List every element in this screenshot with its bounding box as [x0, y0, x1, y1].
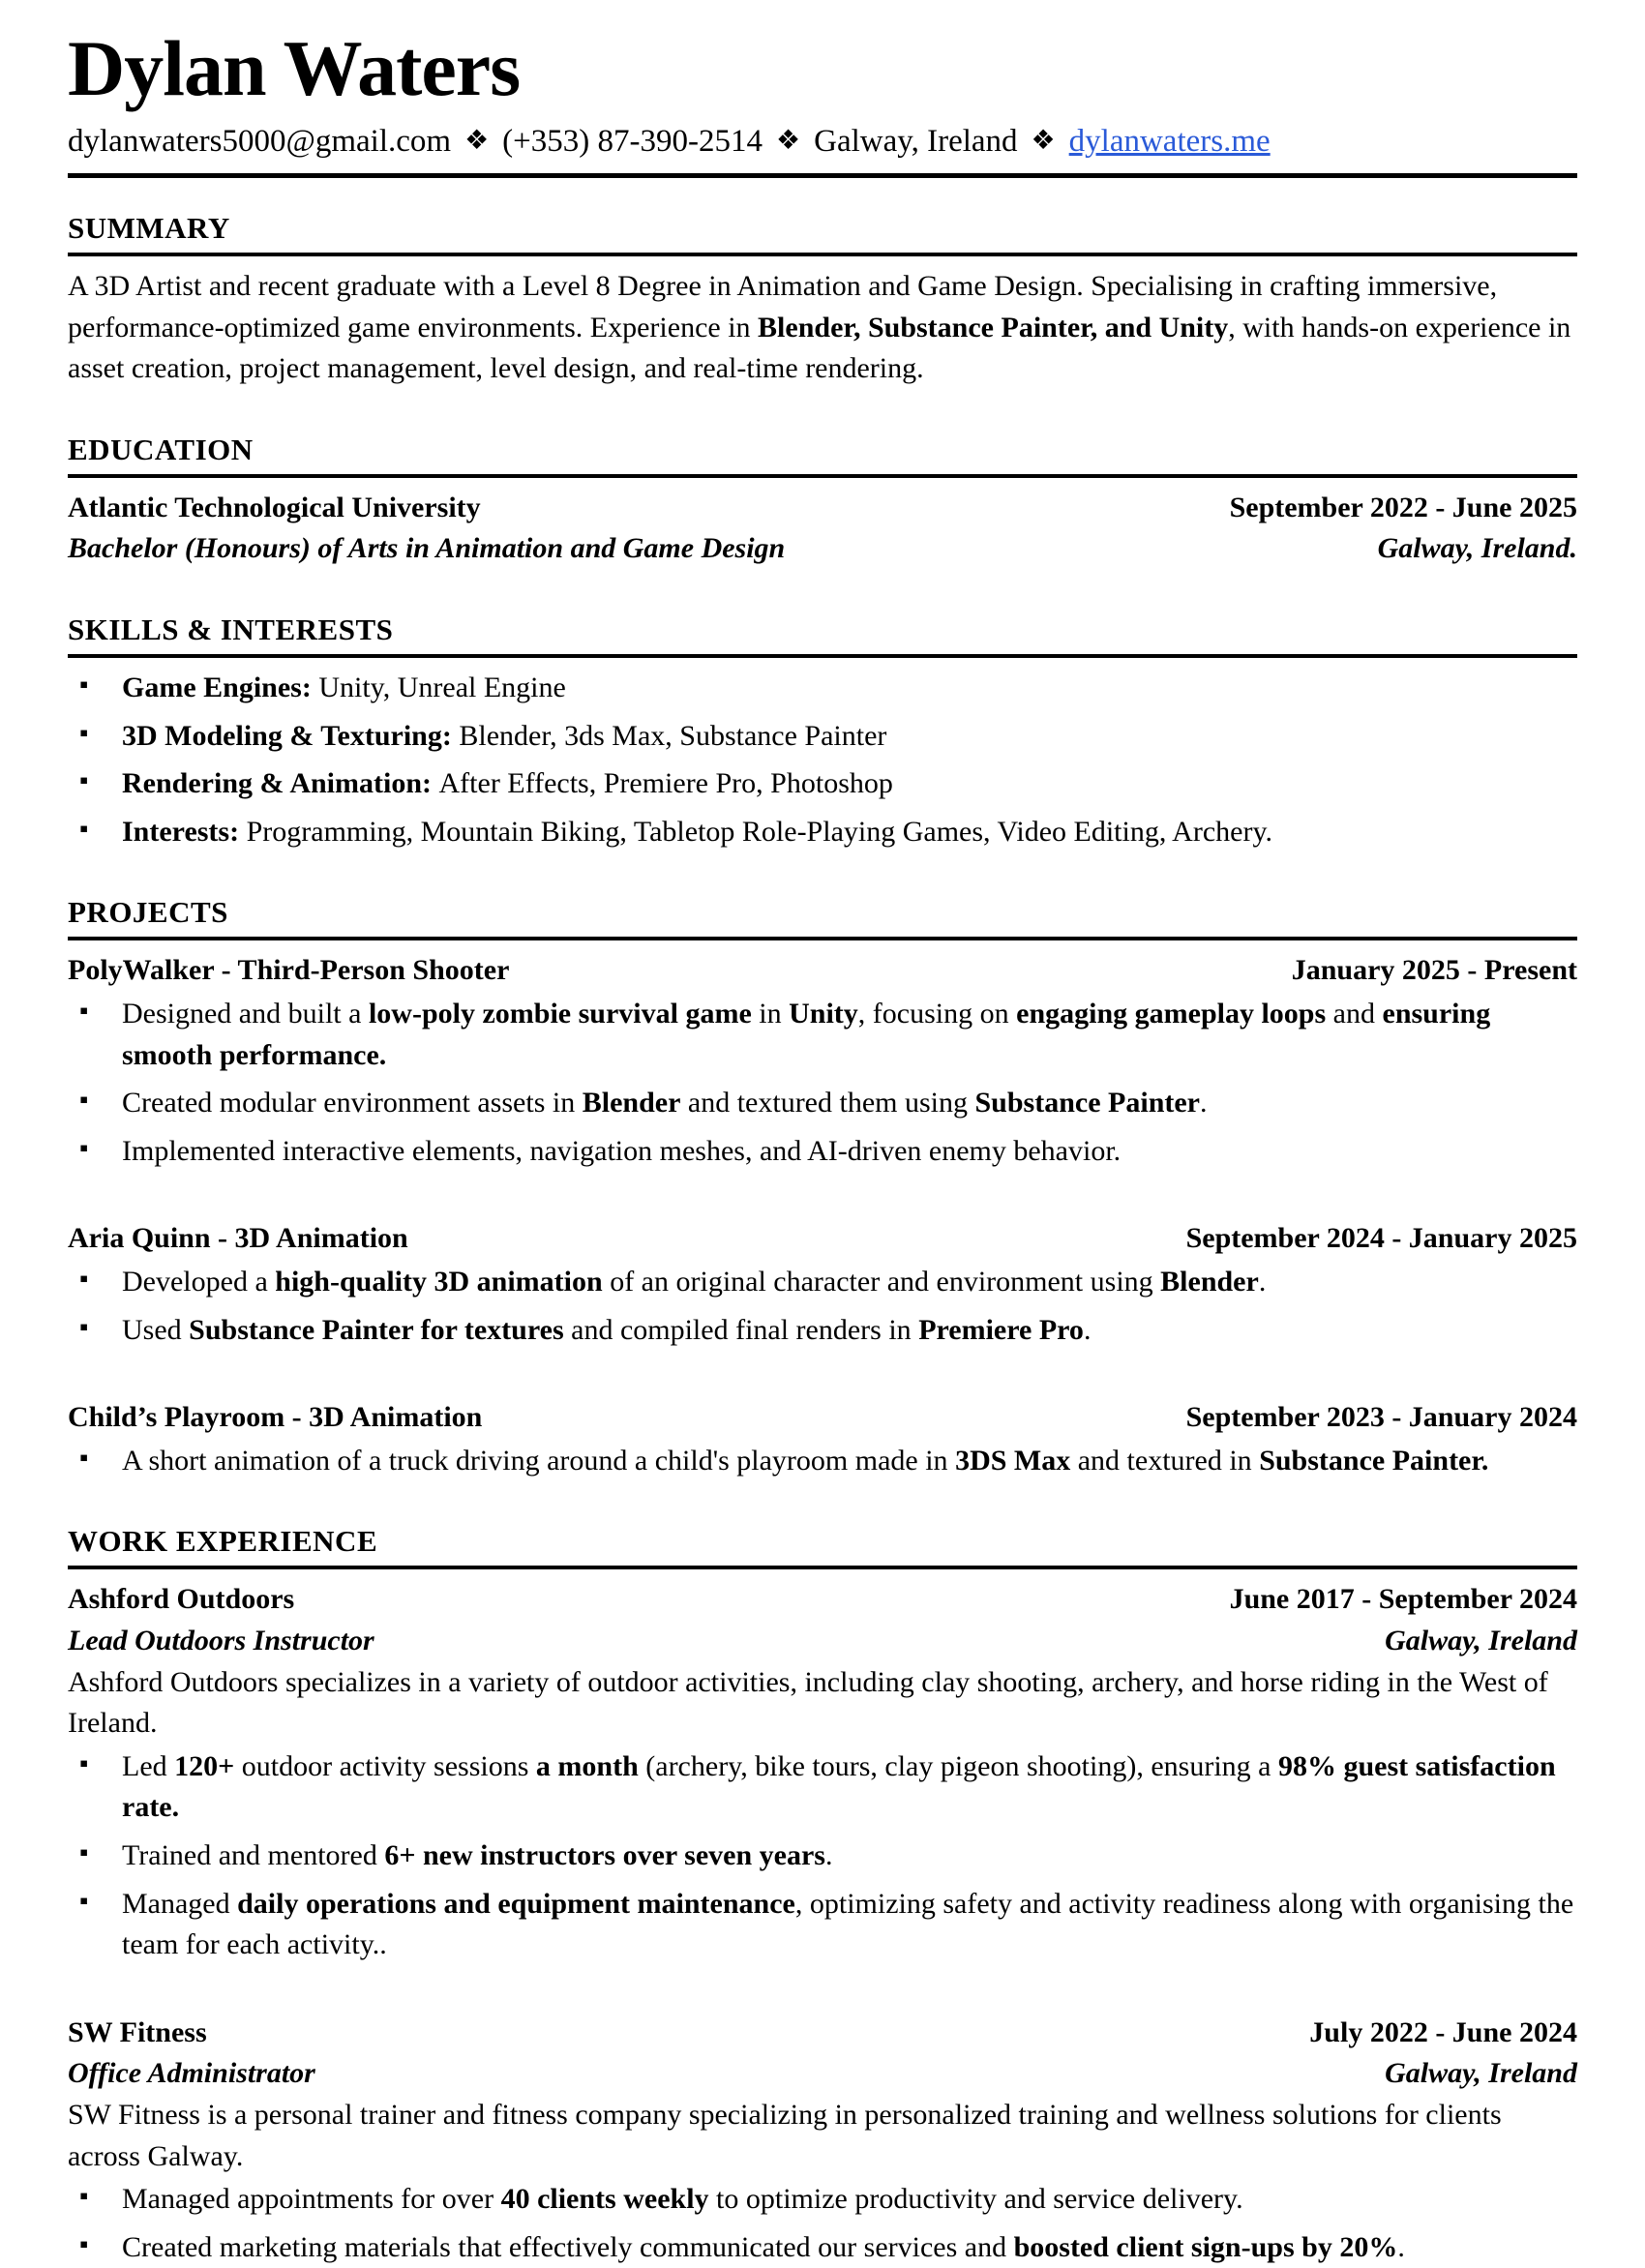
bullet-item: ▪ A short animation of a truck driving around a child's playroom made in 3DS Max and textured in Substance Painter.	[68, 1441, 1577, 1482]
role-title: Lead Outdoors Instructor	[68, 1624, 374, 1656]
diamond-separator-icon: ❖	[776, 126, 801, 157]
company-name: SW Fitness	[68, 2015, 207, 2048]
project-item	[68, 950, 1577, 1172]
bullet-item: ▪ Created modular environment assets in Blender and textured them using Substance Painter.	[68, 1083, 1577, 1124]
experience-bullets	[68, 1746, 1577, 1966]
degree-name: Bachelor (Honours) of Arts in Animation and Game Design	[68, 532, 786, 565]
section-skills	[68, 612, 1577, 852]
bullet-item: ▪ Trained and mentored 6+ new instructors over seven years.	[68, 1835, 1577, 1877]
skill-item: ▪ Game Engines: Unity, Unreal Engine	[68, 668, 1577, 709]
company-description: SW Fitness is a personal trainer and fitness company specializing in personalized training and wellness solutions for clients across Galway.	[68, 2098, 1502, 2172]
page-title: Dylan Waters	[68, 24, 521, 112]
education-dates: September 2022 - June 2025	[1229, 491, 1577, 523]
project-name: PolyWalker - Third-Person Shooter	[68, 954, 510, 987]
project-name: Child’s Playroom - 3D Animation	[68, 1401, 483, 1434]
company-description: Ashford Outdoors specializes in a variety of outdoor activities, including clay shooting, archery, and horse riding in the West of Ireland.	[68, 1665, 1548, 1740]
project-bullets	[68, 1441, 1577, 1482]
project-title-row	[68, 950, 1577, 992]
role-title: Office Administrator	[68, 2057, 315, 2090]
section-education	[68, 433, 1577, 570]
contact-line	[68, 124, 1577, 160]
website-link[interactable]: dylanwaters.me	[1068, 124, 1271, 160]
experience-location: Galway, Ireland	[1385, 1624, 1577, 1656]
company-row	[68, 1579, 1577, 1621]
bullet-item: ▪ Managed daily operations and equipment maintenance, optimizing safety and activity readiness along with organising the team for each activity..	[68, 1884, 1577, 1966]
school-name: Atlantic Technological University	[68, 491, 481, 523]
section-work-experience	[68, 1524, 1577, 2268]
company-name: Ashford Outdoors	[68, 1583, 295, 1616]
skills-list	[68, 668, 1577, 852]
location-text: Galway, Ireland	[814, 124, 1018, 160]
summary-section-title: SUMMARY	[68, 211, 1577, 256]
skill-item: ▪ 3D Modeling & Texturing: Blender, 3ds Max, Substance Painter	[68, 716, 1577, 758]
bullet-item: ▪ Designed and built a low-poly zombie survival game in Unity, focusing on engaging gameplay loops and ensuring smooth performance.	[68, 994, 1577, 1076]
education-school-row	[68, 488, 1577, 529]
section-projects	[68, 895, 1577, 1481]
experience-item	[68, 1579, 1577, 1965]
project-dates: September 2024 - January 2025	[1185, 1222, 1577, 1255]
skill-item: ▪ Interests: Programming, Mountain Biking, Tabletop Role-Playing Games, Video Editing, Archery.	[68, 812, 1577, 853]
projects-section-title: PROJECTS	[68, 895, 1577, 940]
education-section-title: EDUCATION	[68, 433, 1577, 478]
project-dates: September 2023 - January 2024	[1185, 1401, 1577, 1434]
diamond-separator-icon: ❖	[1031, 126, 1056, 157]
experience-item	[68, 2013, 1577, 2268]
bullet-item: ▪ Managed appointments for over 40 clients weekly to optimize productivity and service delivery.	[68, 2179, 1577, 2221]
skills-section-title: SKILLS & INTERESTS	[68, 612, 1577, 658]
bullet-item: ▪ Used Substance Painter for textures and compiled final renders in Premiere Pro.	[68, 1310, 1577, 1352]
project-dates: January 2025 - Present	[1291, 954, 1577, 987]
role-row	[68, 2053, 1577, 2095]
section-summary	[68, 211, 1577, 390]
experience-dates: June 2017 - September 2024	[1229, 1583, 1577, 1616]
email-text: dylanwaters5000@gmail.com	[68, 124, 452, 160]
project-name: Aria Quinn - 3D Animation	[68, 1222, 408, 1255]
role-row	[68, 1621, 1577, 1662]
company-row	[68, 2013, 1577, 2054]
bullet-item: ▪ Implemented interactive elements, navigation meshes, and AI-driven enemy behavior.	[68, 1131, 1577, 1173]
education-location: Galway, Ireland.	[1377, 532, 1577, 565]
project-item	[68, 1218, 1577, 1351]
project-bullets	[68, 1262, 1577, 1351]
bullet-item: ▪ Developed a high-quality 3D animation of an original character and environment using Blender.	[68, 1262, 1577, 1303]
education-degree-row	[68, 528, 1577, 570]
project-item	[68, 1397, 1577, 1481]
project-bullets	[68, 994, 1577, 1172]
bullet-item: ▪ Created marketing materials that effectively communicated our services and boosted client sign-ups by 20%.	[68, 2227, 1577, 2268]
phone-text: (+353) 87-390-2514	[502, 124, 763, 160]
experience-location: Galway, Ireland	[1385, 2057, 1577, 2090]
project-title-row	[68, 1218, 1577, 1260]
project-title-row	[68, 1397, 1577, 1439]
header-divider	[68, 173, 1577, 178]
skill-item: ▪ Rendering & Animation: After Effects, Premiere Pro, Photoshop	[68, 763, 1577, 805]
diamond-separator-icon: ❖	[464, 126, 490, 157]
bullet-item: ▪ Led 120+ outdoor activity sessions a month (archery, bike tours, clay pigeon shooting), ensuring a 98% guest satisfaction rate.	[68, 1746, 1577, 1829]
work-experience-section-title: WORK EXPERIENCE	[68, 1524, 1577, 1569]
experience-dates: July 2022 - June 2024	[1309, 2015, 1577, 2048]
experience-bullets	[68, 2179, 1577, 2268]
summary-text: A 3D Artist and recent graduate with a Level 8 Degree in Animation and Game Design. Specialising in crafting immersive, performance-optimized game environments. Experience in Blender, Substance Painter, and Unity, with hands-on experience in asset creation, project management, level design, and real-time rendering.	[68, 270, 1571, 385]
